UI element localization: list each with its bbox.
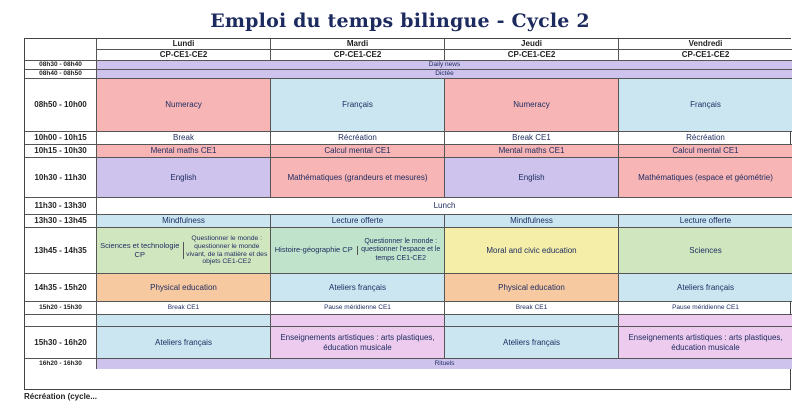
slot-mardi-1345-cp: Histoire-géographie CP (271, 246, 358, 255)
time-1530: 15h30 - 16h20 (25, 327, 97, 359)
slot-mardi-1030: Mathématiques (grandeurs et mesures) (271, 158, 445, 198)
slot-mardi-0850: Français (271, 79, 445, 132)
slot-mardi-1345 (271, 228, 445, 274)
footer-note: Récréation (cycle... (24, 392, 97, 401)
slot-vendredi-1530: Enseignements artistiques : arts plastiques, éducation musicale (619, 327, 792, 359)
slot-jeudi-1345: Moral and civic education (445, 228, 619, 274)
slot-jeudi-1520: Break CE1 (445, 302, 619, 315)
spacer-mardi (271, 315, 445, 327)
slot-lundi-1435: Physical education (97, 274, 271, 302)
slot-jeudi-1435: Physical education (445, 274, 619, 302)
slot-lundi-1345 (97, 228, 271, 274)
slot-lundi-1330: Mindfulness (97, 215, 271, 228)
slot-vendredi-1330: Lecture offerte (619, 215, 792, 228)
level-header-jeudi: CP-CE1-CE2 (445, 50, 619, 61)
time-1130: 11h30 - 13h30 (25, 198, 97, 215)
time-1000: 10h00 - 10h15 (25, 132, 97, 145)
slot-mardi-1345-ce: Questionner le monde : questionner l'espace et le temps CE1-CE2 (361, 238, 441, 262)
slot-vendredi-1015: Calcul mental CE1 (619, 145, 792, 158)
time-1435: 14h35 - 15h20 (25, 274, 97, 302)
slot-lunch: Lunch (97, 198, 792, 215)
timetable (24, 38, 791, 390)
time-1015: 10h15 - 10h30 (25, 145, 97, 158)
slot-jeudi-1330: Mindfulness (445, 215, 619, 228)
time-1030: 10h30 - 11h30 (25, 158, 97, 198)
slot-lundi-1530: Ateliers français (97, 327, 271, 359)
time-1620: 16h20 - 16h30 (25, 359, 97, 369)
slot-vendredi-0850: Français (619, 79, 792, 132)
slot-mardi-1330: Lecture offerte (271, 215, 445, 228)
spacer-jeudi (445, 315, 619, 327)
time-0840: 08h40 - 08h50 (25, 70, 97, 79)
slot-vendredi-1435: Ateliers français (619, 274, 792, 302)
level-header-lundi: CP-CE1-CE2 (97, 50, 271, 61)
day-header-mardi: Mardi (271, 39, 445, 50)
time-1345: 13h45 - 14h35 (25, 228, 97, 274)
slot-vendredi-1520: Pause méridienne CE1 (619, 302, 792, 315)
spacer-lundi (97, 315, 271, 327)
slot-rituels: Rituels (97, 359, 792, 369)
slot-jeudi-0850: Numeracy (445, 79, 619, 132)
spacer-vendredi (619, 315, 792, 327)
slot-lundi-1015: Mental maths CE1 (97, 145, 271, 158)
time-spacer (25, 315, 97, 327)
slot-vendredi-1000: Récréation (619, 132, 792, 145)
slot-jeudi-1000: Break CE1 (445, 132, 619, 145)
slot-lundi-1345-ce: Questionner le monde : questionner le monde vivant, de la matière et des objets CE1-CE2 (186, 234, 268, 266)
time-0830: 08h30 - 08h40 (25, 61, 97, 70)
level-header-mardi: CP-CE1-CE2 (271, 50, 445, 61)
page-title: Emploi du temps bilingue - Cycle 2 (210, 10, 590, 32)
slot-mardi-1435: Ateliers français (271, 274, 445, 302)
slot-vendredi-1030: Mathématiques (espace et géométrie) (619, 158, 792, 198)
day-header-vendredi: Vendredi (619, 39, 792, 50)
slot-lundi-1520: Break CE1 (97, 302, 271, 315)
slot-mardi-1015: Calcul mental CE1 (271, 145, 445, 158)
slot-dictee: Dictée (97, 70, 792, 79)
slot-mardi-1000: Récréation (271, 132, 445, 145)
slot-mardi-1530: Enseignements artistiques : arts plastiques, éducation musicale (271, 327, 445, 359)
time-1330: 13h30 - 13h45 (25, 215, 97, 228)
day-header-lundi: Lundi (97, 39, 271, 50)
slot-lundi-1345-cp: Sciences et technologie CP (97, 242, 184, 259)
slot-vendredi-1345: Sciences (619, 228, 792, 274)
time-1520: 15h20 - 15h30 (25, 302, 97, 315)
slot-jeudi-1530: Ateliers français (445, 327, 619, 359)
slot-lundi-1030: English (97, 158, 271, 198)
level-header-vendredi: CP-CE1-CE2 (619, 50, 792, 61)
corner-cell (25, 39, 97, 61)
slot-jeudi-1030: English (445, 158, 619, 198)
day-header-jeudi: Jeudi (445, 39, 619, 50)
slot-mardi-1520: Pause méridienne CE1 (271, 302, 445, 315)
slot-lundi-0850: Numeracy (97, 79, 271, 132)
slot-jeudi-1015: Mental maths CE1 (445, 145, 619, 158)
time-0850: 08h50 - 10h00 (25, 79, 97, 132)
slot-daily-news: Daily news (97, 61, 792, 70)
slot-lundi-1000: Break (97, 132, 271, 145)
